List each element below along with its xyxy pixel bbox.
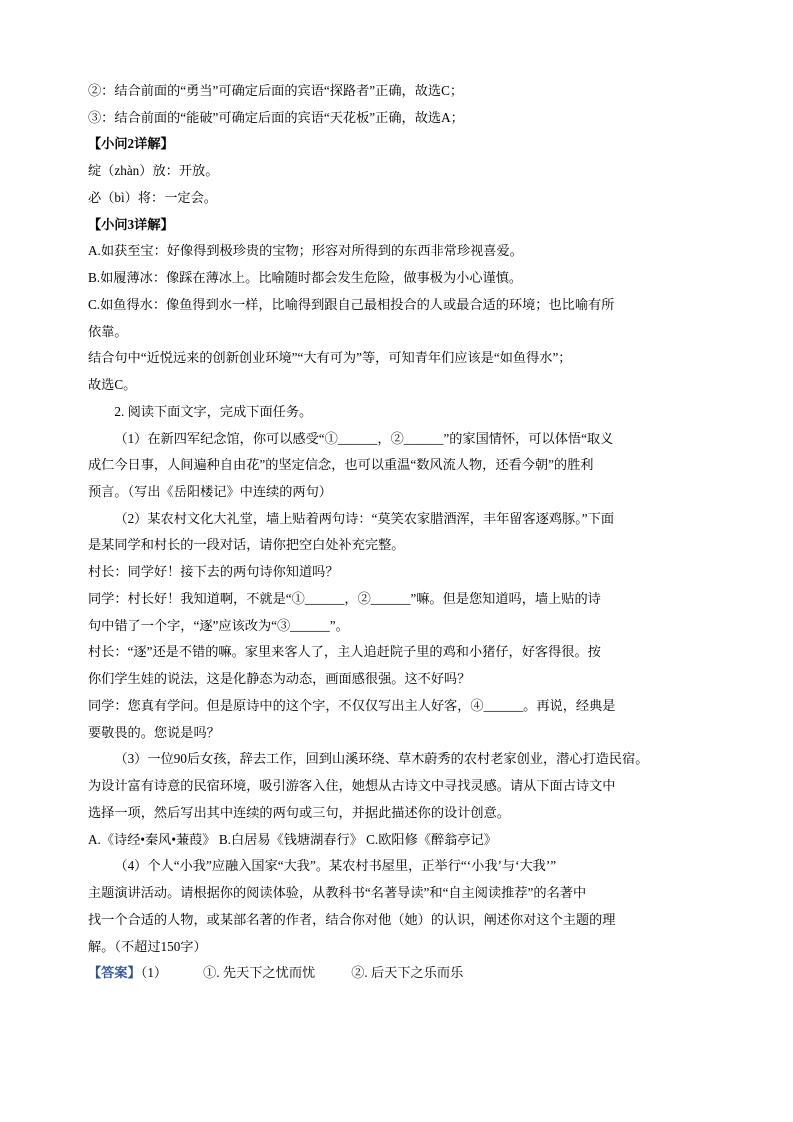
answer-line xyxy=(88,960,705,986)
paragraph-line: 同学：您真有学问。但是原诗中的这个字，不仅仅写出主人好客，④______。再说，经典是 xyxy=(88,697,616,713)
paragraph-line: 故选C。 xyxy=(88,377,137,393)
paragraph-line: B.如履薄冰：像踩在薄冰上。比喻随时都会发生危险，做事极为小心谨慎。 xyxy=(88,270,523,286)
paragraph-line: （1）在新四军纪念馆，你可以感受“①______，②______”的家国情怀，可以体悟“取义 xyxy=(114,430,614,446)
paragraph-line: 选择一项，然后写出其中连续的两句或三句，并据此描述你的设计创意。 xyxy=(88,804,510,820)
answer-number: （1） xyxy=(140,965,168,981)
paragraph-line: 依靠。 xyxy=(88,323,128,339)
answer-tag: 【答案】 xyxy=(88,965,141,981)
paragraph-line: （3）一位90后女孩，辞去工作，回到山溪环绕、草木蔚秀的农村老家创业，潜心打造民宿。 xyxy=(114,751,649,767)
paragraph-line: 要敬畏的。您说是吗？ xyxy=(88,724,220,740)
options-line: A.《诗经•秦风•蒹葭》 B.白居易《钱塘湖春行》 C.欧阳修《醉翁亭记》 xyxy=(88,831,497,847)
section-heading-xiaowen-3: 【小问3详解】 xyxy=(88,216,174,232)
document-body xyxy=(88,78,705,986)
paragraph-line: 是某同学和村长的一段对话，请你把空白处补充完整。 xyxy=(88,537,405,553)
answer-item-2: ②. 后天下之乐而乐 xyxy=(351,965,464,981)
paragraph-line: 同学：村长好！我知道啊，不就是“①______，②______”嘛。但是您知道吗，墙上贴的诗 xyxy=(88,590,601,606)
question-2-stem: 2. 阅读下面文字，完成下面任务。 xyxy=(114,403,313,419)
paragraph-line: 找一个合适的人物，或某部名著的作者，结合你对他（她）的认识，阐述你对这个主题的理 xyxy=(88,911,616,927)
answer-item-1: ①. 先天下之忧而忧 xyxy=(203,965,316,981)
paragraph-line: 主题演讲活动。请根据你的阅读体验，从教科书“名著导读”和“自主阅读推荐”的名著中 xyxy=(88,885,587,901)
paragraph-line: 村长：“逐”还是不错的嘛。家里来客人了，主人追赶院子里的鸡和小猪仔，好客得很。按 xyxy=(88,644,601,660)
paragraph-line: 解。（不超过150字） xyxy=(88,938,207,954)
section-heading-xiaowen-2: 【小问2详解】 xyxy=(88,136,174,152)
paragraph-line: 句中错了一个字，“逐”应该改为“③______”。 xyxy=(88,617,349,633)
paragraph-line: 绽（zhàn）放：开放。 xyxy=(88,163,219,179)
paragraph-line: （4）个人“小我”应融入国家“大我”。某农村书屋里，正举行“‘小我’与‘大我’” xyxy=(114,858,557,874)
paragraph-line: 预言。（写出《岳阳楼记》中连续的两句） xyxy=(88,484,332,500)
paragraph-line: 为设计富有诗意的民宿环境，吸引游客入住，她想从古诗文中寻找灵感。请从下面古诗文中 xyxy=(88,778,616,794)
paragraph-line: ②：结合前面的“勇当”可确定后面的宾语“探路者”正确，故选C； xyxy=(88,83,464,98)
paragraph-line: 结合句中“近悦远来的创新创业环境”“大有可为”等，可知青年们应该是“如鱼得水”； xyxy=(88,350,572,366)
paragraph-line: 成仁今日事，人间遍种自由花”的坚定信念，也可以重温“数风流人物，还看今朝”的胜利 xyxy=(88,457,594,473)
paragraph-line: 必（bì）将：一定会。 xyxy=(88,189,217,205)
paragraph-line: 村长：同学好！接下去的两句诗你知道吗？ xyxy=(88,564,339,580)
paragraph-line: ③：结合前面的“能破”可确定后面的宾语“天花板”正确，故选A； xyxy=(88,109,464,125)
paragraph-line: A.如获至宝：好像得到极珍贵的宝物；形容对所得到的东西非常珍视喜爱。 xyxy=(88,243,523,259)
paragraph-line: （2）某农村文化大礼堂，墙上贴着两句诗：“莫笑农家腊酒浑，丰年留客逐鸡豚。”下面 xyxy=(114,510,615,526)
paragraph-line: C.如鱼得水：像鱼得到水一样，比喻得到跟自己最相投合的人或最合适的环境；也比喻有所 xyxy=(88,296,615,312)
paragraph-line: 你们学生娃的说法，这是化静态为动态，画面感很强。这不好吗？ xyxy=(88,671,471,687)
